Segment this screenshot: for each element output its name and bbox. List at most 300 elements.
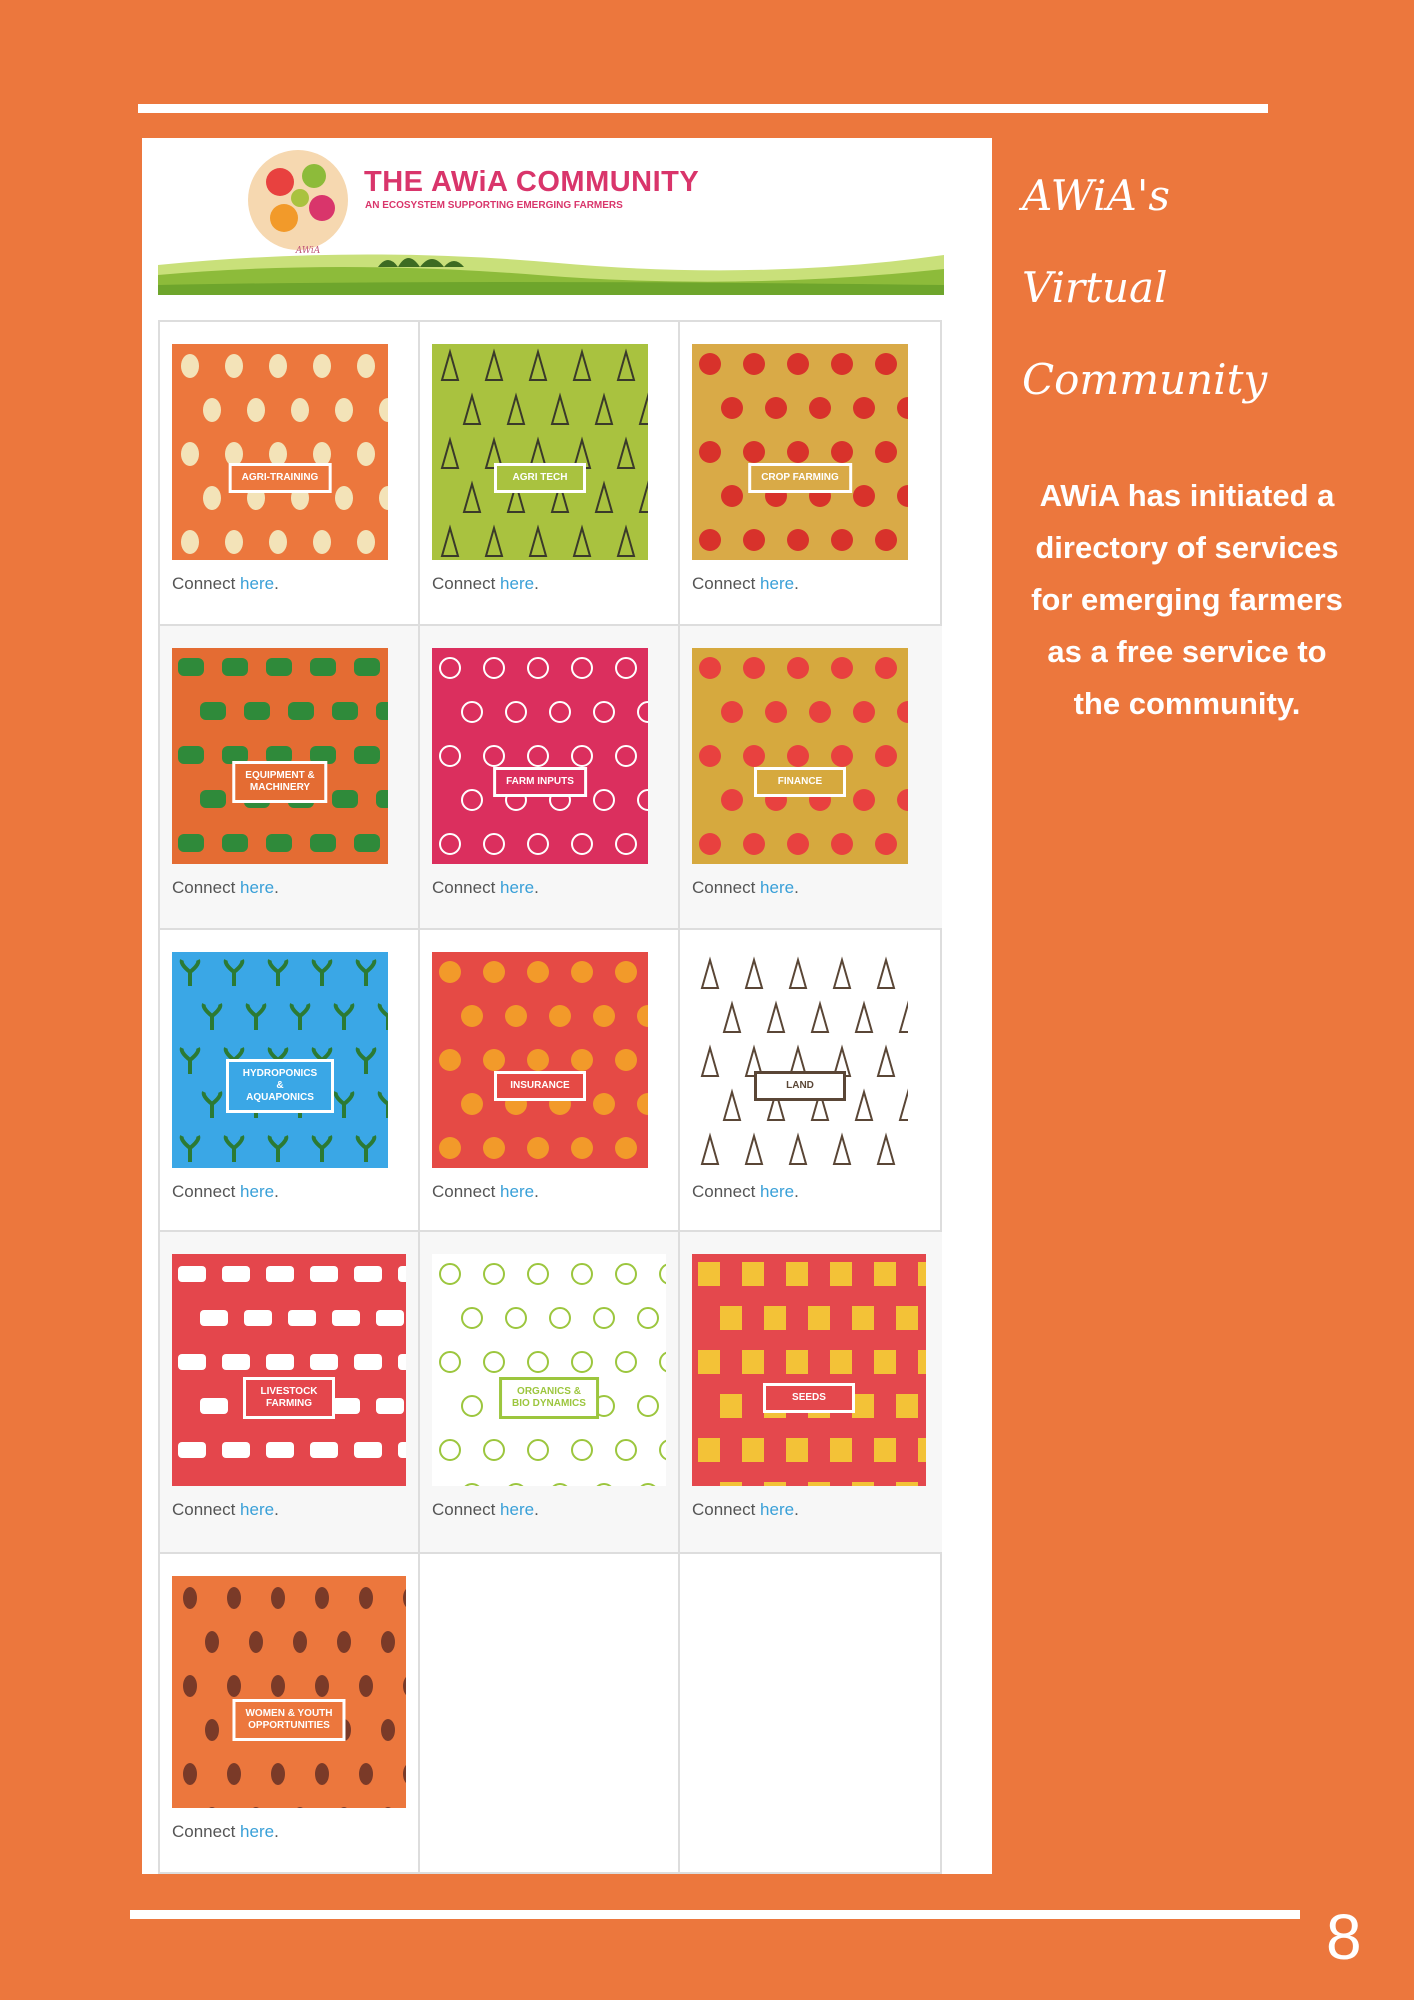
connect-link[interactable]: here: [240, 1500, 275, 1519]
connect-suffix: .: [534, 574, 539, 593]
apple-motif: [787, 833, 809, 855]
connect-suffix: .: [274, 1500, 279, 1519]
cow-motif: [200, 1310, 228, 1326]
bird-motif: [379, 486, 388, 510]
orange-motif: [615, 1049, 637, 1071]
packet-motif: [830, 1438, 852, 1462]
outline-motif: [638, 702, 648, 722]
packet-motif: [896, 1306, 918, 1330]
tile-label: FINANCE: [754, 767, 846, 797]
connect-text: [692, 574, 799, 594]
cow-motif: [332, 1310, 360, 1326]
directory-cell: [160, 1232, 420, 1554]
badge-motif: [528, 1440, 548, 1460]
windmill-motif: [724, 1004, 740, 1032]
directory-cell: [680, 1232, 942, 1554]
windmill-motif: [746, 1136, 762, 1164]
windmill-motif: [834, 1136, 850, 1164]
person-motif: [227, 1675, 241, 1697]
directory-cell: [680, 930, 942, 1232]
apple-motif: [875, 833, 897, 855]
plant-motif: [358, 960, 375, 986]
orange-motif: [439, 1049, 461, 1071]
directory-screenshot: [142, 138, 992, 1874]
orange-motif: [483, 1049, 505, 1071]
bird-motif: [291, 398, 309, 422]
packet-motif: [742, 1262, 764, 1286]
outline-motif: [440, 746, 460, 766]
outline-motif: [528, 834, 548, 854]
packet-motif: [698, 1350, 720, 1374]
gear-motif: [640, 396, 648, 424]
connect-text: [172, 1822, 279, 1842]
badge-motif: [550, 1484, 570, 1486]
windmill-motif: [746, 960, 762, 988]
tomato-motif: [743, 353, 765, 375]
badge-motif: [594, 1308, 614, 1328]
bird-motif: [225, 530, 243, 554]
connect-link[interactable]: here: [240, 574, 275, 593]
badge-motif: [638, 1396, 658, 1416]
cow-motif: [178, 1354, 206, 1370]
bird-motif: [313, 354, 331, 378]
gear-motif: [442, 440, 458, 468]
outline-motif: [528, 746, 548, 766]
cow-motif: [244, 1310, 272, 1326]
connect-text: [172, 878, 279, 898]
windmill-motif: [878, 1048, 894, 1076]
person-motif: [205, 1807, 219, 1808]
badge-motif: [616, 1352, 636, 1372]
outline-motif: [506, 702, 526, 722]
packet-motif: [720, 1482, 742, 1486]
tractor-motif: [200, 790, 226, 808]
tomato-motif: [765, 397, 787, 419]
tractor-motif: [332, 790, 358, 808]
bird-motif: [335, 398, 353, 422]
plant-motif: [226, 960, 243, 986]
badge-motif: [440, 1264, 460, 1284]
plant-motif: [182, 1048, 199, 1074]
gear-motif: [640, 484, 648, 512]
badge-motif: [484, 1352, 504, 1372]
connect-prefix: Connect: [432, 1182, 501, 1201]
connect-link[interactable]: here: [500, 1182, 535, 1201]
tractor-motif: [222, 658, 248, 676]
gear-motif: [486, 528, 502, 556]
gear-motif: [596, 396, 612, 424]
gear-motif: [530, 352, 546, 380]
directory-cell: [160, 930, 420, 1232]
packet-motif: [720, 1394, 742, 1418]
apple-motif: [897, 701, 908, 723]
orange-motif: [461, 1005, 483, 1027]
bird-motif: [181, 442, 199, 466]
cow-motif: [266, 1354, 294, 1370]
packet-motif: [742, 1438, 764, 1462]
bird-motif: [181, 530, 199, 554]
logo-caption: AWiA: [295, 246, 321, 256]
connect-prefix: Connect: [172, 1822, 241, 1841]
connect-link[interactable]: here: [760, 1500, 795, 1519]
apple-motif: [787, 745, 809, 767]
packet-motif: [830, 1262, 852, 1286]
apple-motif: [721, 701, 743, 723]
tomato-motif: [699, 529, 721, 551]
person-motif: [381, 1631, 395, 1653]
plant-motif: [380, 1004, 388, 1030]
outline-motif: [638, 790, 648, 810]
tile-label: EQUIPMENT & MACHINERY: [232, 761, 327, 803]
tile-pattern: [432, 952, 648, 1168]
person-motif: [315, 1675, 329, 1697]
awia-logo: [244, 146, 352, 254]
person-motif: [403, 1675, 406, 1697]
outline-motif: [440, 834, 460, 854]
connect-suffix: .: [274, 878, 279, 897]
side-description: AWiA has initiated a directory of services for emerging farmers as a free service to the community.: [1031, 478, 1343, 721]
apple-motif: [765, 701, 787, 723]
service-tile[interactable]: [172, 344, 388, 560]
tomato-motif: [699, 353, 721, 375]
tile-pattern: [692, 648, 908, 864]
person-motif: [359, 1763, 373, 1785]
plant-motif: [380, 1092, 388, 1118]
windmill-motif: [878, 960, 894, 988]
connect-link[interactable]: here: [760, 878, 795, 897]
person-motif: [271, 1675, 285, 1697]
plant-motif: [314, 960, 331, 986]
gear-motif: [596, 484, 612, 512]
badge-motif: [660, 1264, 666, 1284]
connect-suffix: .: [274, 574, 279, 593]
bird-motif: [225, 354, 243, 378]
bird-motif: [269, 354, 287, 378]
packet-motif: [852, 1394, 874, 1418]
plant-motif: [336, 1092, 353, 1118]
outline-motif: [550, 702, 570, 722]
orange-motif: [615, 1137, 637, 1159]
orange-motif: [571, 1049, 593, 1071]
directory-cell: [160, 322, 420, 626]
tractor-motif: [288, 702, 314, 720]
directory-cell: [680, 322, 942, 626]
outline-motif: [484, 746, 504, 766]
badge-motif: [484, 1264, 504, 1284]
directory-cell: [160, 626, 420, 930]
connect-prefix: Connect: [172, 574, 241, 593]
person-motif: [227, 1587, 241, 1609]
bottom-rule: [130, 1910, 1300, 1919]
badge-motif: [484, 1440, 504, 1460]
orange-motif: [461, 1093, 483, 1115]
tractor-motif: [266, 658, 292, 676]
service-tile[interactable]: [432, 1254, 666, 1486]
cow-motif: [332, 1398, 360, 1414]
cow-motif: [310, 1266, 338, 1282]
directory-cell: [420, 322, 680, 626]
tile-label: AGRI TECH: [494, 463, 586, 493]
connect-text: [172, 1182, 279, 1202]
connect-suffix: .: [274, 1182, 279, 1201]
connect-text: [692, 878, 799, 898]
tractor-motif: [376, 790, 388, 808]
gear-motif: [574, 528, 590, 556]
badge-motif: [616, 1264, 636, 1284]
community-banner: [158, 138, 944, 295]
tile-pattern: [172, 1254, 406, 1486]
cow-motif: [398, 1266, 406, 1282]
person-motif: [381, 1807, 395, 1808]
apple-motif: [743, 657, 765, 679]
apple-motif: [853, 789, 875, 811]
tractor-motif: [354, 746, 380, 764]
tomato-motif: [721, 485, 743, 507]
connect-text: [692, 1500, 799, 1520]
connect-prefix: Connect: [172, 1500, 241, 1519]
cow-motif: [354, 1354, 382, 1370]
packet-motif: [764, 1306, 786, 1330]
outline-motif: [616, 746, 636, 766]
badge-motif: [440, 1352, 460, 1372]
connect-link[interactable]: here: [240, 1822, 275, 1841]
plant-motif: [336, 1004, 353, 1030]
apple-motif: [699, 657, 721, 679]
windmill-motif: [702, 960, 718, 988]
orange-motif: [483, 961, 505, 983]
plant-motif: [248, 1004, 265, 1030]
tractor-motif: [310, 658, 336, 676]
apple-motif: [787, 657, 809, 679]
tomato-motif: [897, 397, 908, 419]
top-rule: [138, 104, 1268, 113]
orange-motif: [527, 1137, 549, 1159]
service-tile[interactable]: [432, 344, 648, 560]
badge-motif: [440, 1440, 460, 1460]
person-motif: [271, 1587, 285, 1609]
packet-motif: [742, 1350, 764, 1374]
packet-motif: [786, 1262, 808, 1286]
side-heading: [1022, 150, 1272, 426]
plant-motif: [314, 1136, 331, 1162]
orange-motif: [505, 1005, 527, 1027]
tomato-motif: [809, 397, 831, 419]
connect-link[interactable]: here: [500, 574, 535, 593]
badge-motif: [616, 1440, 636, 1460]
service-tile[interactable]: [172, 1576, 406, 1808]
bird-motif: [335, 486, 353, 510]
tomato-motif: [699, 441, 721, 463]
plant-motif: [292, 1004, 309, 1030]
directory-cell: [420, 626, 680, 930]
badge-motif: [528, 1264, 548, 1284]
outline-motif: [594, 702, 614, 722]
connect-link[interactable]: here: [500, 1500, 535, 1519]
windmill-motif: [812, 1004, 828, 1032]
plant-motif: [204, 1004, 221, 1030]
directory-cell: [680, 1554, 942, 1872]
tile-pattern: [692, 1254, 926, 1486]
packet-motif: [918, 1262, 926, 1286]
bird-motif: [247, 398, 265, 422]
bird-motif: [181, 354, 199, 378]
cow-motif: [178, 1442, 206, 1458]
tomato-motif: [853, 397, 875, 419]
tomato-motif: [875, 529, 897, 551]
gear-motif: [618, 352, 634, 380]
plant-motif: [358, 1136, 375, 1162]
tile-label: SEEDS: [763, 1383, 855, 1413]
bird-motif: [357, 442, 375, 466]
plant-motif: [270, 1136, 287, 1162]
service-tile[interactable]: [172, 648, 388, 864]
gear-motif: [442, 352, 458, 380]
cow-motif: [200, 1398, 228, 1414]
tomato-motif: [787, 353, 809, 375]
packet-motif: [786, 1350, 808, 1374]
apple-motif: [831, 657, 853, 679]
bird-motif: [269, 530, 287, 554]
bird-motif: [313, 530, 331, 554]
apple-motif: [699, 833, 721, 855]
cow-motif: [398, 1354, 406, 1370]
badge-motif: [572, 1352, 592, 1372]
packet-motif: [896, 1394, 918, 1418]
tomato-motif: [743, 441, 765, 463]
gear-motif: [464, 396, 480, 424]
tomato-motif: [831, 353, 853, 375]
tile-pattern: [432, 1254, 666, 1486]
apple-motif: [743, 833, 765, 855]
service-tile[interactable]: [692, 952, 908, 1168]
banner-subtitle: AN ECOSYSTEM SUPPORTING EMERGING FARMERS: [365, 200, 623, 211]
orange-motif: [439, 1137, 461, 1159]
service-tile[interactable]: [692, 344, 908, 560]
connect-text: [692, 1182, 799, 1202]
connect-prefix: Connect: [692, 878, 761, 897]
badge-motif: [572, 1264, 592, 1284]
service-tile[interactable]: [432, 952, 648, 1168]
apple-motif: [853, 701, 875, 723]
tile-pattern: [692, 952, 908, 1168]
service-tile[interactable]: [432, 648, 648, 864]
person-motif: [403, 1763, 406, 1785]
cow-motif: [376, 1310, 404, 1326]
connect-prefix: Connect: [432, 574, 501, 593]
person-motif: [359, 1587, 373, 1609]
cow-motif: [266, 1266, 294, 1282]
tile-label: AGRI-TRAINING: [229, 463, 332, 493]
gear-motif: [574, 352, 590, 380]
packet-motif: [764, 1482, 786, 1486]
orange-motif: [571, 1137, 593, 1159]
windmill-motif: [790, 1136, 806, 1164]
outline-motif: [440, 658, 460, 678]
badge-motif: [550, 1308, 570, 1328]
outline-motif: [528, 658, 548, 678]
tile-label: HYDROPONICS & AQUAPONICS: [226, 1059, 334, 1113]
tractor-motif: [266, 834, 292, 852]
outline-motif: [462, 790, 482, 810]
connect-text: [432, 574, 539, 594]
gear-motif: [508, 396, 524, 424]
connect-link[interactable]: here: [760, 1182, 795, 1201]
bird-motif: [357, 354, 375, 378]
windmill-motif: [900, 1004, 908, 1032]
badge-motif: [528, 1352, 548, 1372]
cow-motif: [310, 1354, 338, 1370]
directory-cell: [420, 1232, 680, 1554]
windmill-motif: [900, 1092, 908, 1120]
cow-motif: [222, 1354, 250, 1370]
tractor-motif: [376, 702, 388, 720]
tractor-motif: [354, 658, 380, 676]
windmill-motif: [878, 1136, 894, 1164]
tractor-motif: [332, 702, 358, 720]
apple-motif: [831, 833, 853, 855]
outline-motif: [572, 658, 592, 678]
person-motif: [183, 1587, 197, 1609]
connect-link[interactable]: here: [760, 574, 795, 593]
packet-motif: [852, 1306, 874, 1330]
service-tile[interactable]: [172, 1254, 406, 1486]
windmill-motif: [856, 1092, 872, 1120]
tile-label: ORGANICS & BIO DYNAMICS: [499, 1377, 599, 1419]
apple-motif: [831, 745, 853, 767]
side-heading-line: AWiA's: [1022, 171, 1170, 220]
orange-motif: [483, 1137, 505, 1159]
cow-motif: [222, 1266, 250, 1282]
connect-suffix: .: [274, 1822, 279, 1841]
badge-motif: [462, 1308, 482, 1328]
person-motif: [227, 1763, 241, 1785]
windmill-motif: [790, 960, 806, 988]
tractor-motif: [178, 658, 204, 676]
windmill-motif: [834, 960, 850, 988]
service-tile[interactable]: [692, 648, 908, 864]
plant-motif: [182, 1136, 199, 1162]
person-motif: [249, 1807, 263, 1808]
tractor-motif: [354, 834, 380, 852]
gear-motif: [618, 440, 634, 468]
gear-motif: [464, 484, 480, 512]
tile-pattern: [692, 344, 908, 560]
directory-cell: [420, 1554, 680, 1872]
orange-motif: [439, 961, 461, 983]
badge-motif: [594, 1484, 614, 1486]
badge-motif: [572, 1440, 592, 1460]
packet-motif: [896, 1482, 918, 1486]
packet-motif: [874, 1438, 896, 1462]
service-tile[interactable]: [692, 1254, 926, 1486]
orange-motif: [527, 961, 549, 983]
cow-motif: [376, 1398, 404, 1414]
person-motif: [249, 1631, 263, 1653]
badge-motif: [506, 1484, 526, 1486]
connect-suffix: .: [794, 1182, 799, 1201]
service-tile[interactable]: [172, 952, 388, 1168]
cow-motif: [310, 1442, 338, 1458]
connect-link[interactable]: here: [500, 878, 535, 897]
connect-link[interactable]: here: [240, 1182, 275, 1201]
connect-text: [432, 1182, 539, 1202]
connect-suffix: .: [534, 1182, 539, 1201]
connect-prefix: Connect: [692, 1500, 761, 1519]
apple-motif: [875, 657, 897, 679]
connect-link[interactable]: here: [240, 878, 275, 897]
outline-motif: [572, 834, 592, 854]
tomato-motif: [831, 529, 853, 551]
